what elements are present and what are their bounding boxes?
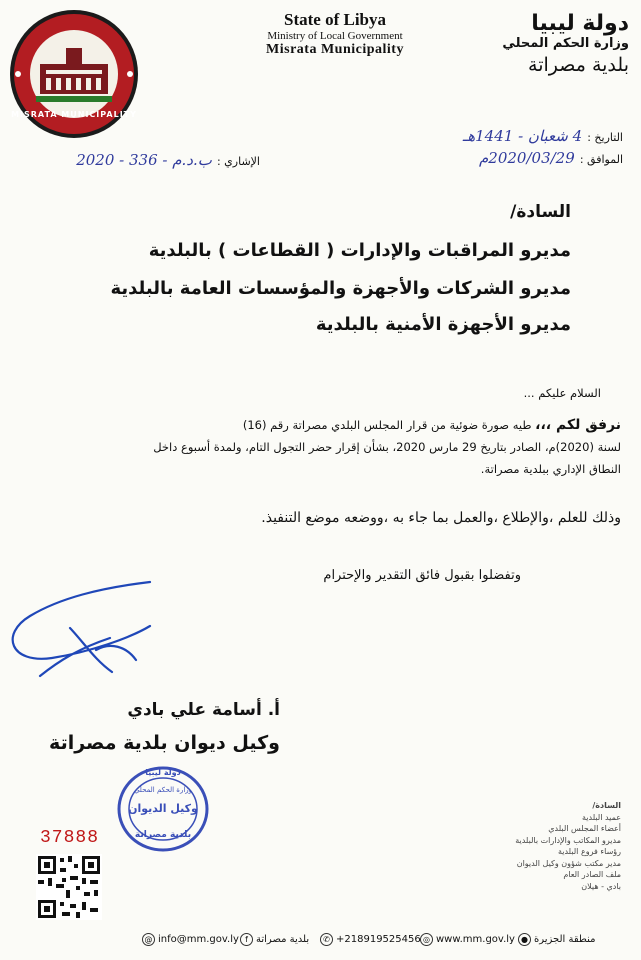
corr-date-label: الموافق : [579,153,623,166]
cc-item: أعضاء المجلس البلدي [548,824,621,833]
footer-facebook[interactable] [240,933,309,946]
cc-item: مديرو المكاتب والإدارات بالبلدية [515,835,621,845]
reference-block [60,150,260,169]
phone-icon: ✆ [320,933,333,946]
body-line-2: لسنة (2020)م، الصادر بتاريخ 29 مارس 2020، بشأن إقرار حضر التجول التام، ولمدة أسبوع داخل [153,440,621,454]
footer-website-text: www.mm.gov.ly [436,934,515,945]
signatory-name: أ. أسامة علي بادي [127,700,280,720]
stamp-top-text: دولة ليبيا [145,768,181,777]
body-line-3: النطاق الإداري ببلدية مصراتة. [480,462,621,476]
cc-item: مدير مكتب شؤون وكيل الديوان [516,858,621,868]
cc-item: عميد البلدية [582,812,621,822]
english-header [230,10,440,58]
closing-line-2: وتفضلوا بقبول فائق التقدير والإحترام [323,568,521,583]
reference-label: الإشاري : [216,155,260,168]
footer-location [518,933,596,946]
ar-municipality-title: بلدية مصراتة [528,54,629,76]
closing-line-1: وذلك للعلم ،والإطلاع ،والعمل بما جاء به ،ووضعه موضع التنفيذ. [261,510,621,526]
cc-list [421,800,621,892]
email-icon: @ [142,933,155,946]
date-block [363,126,623,170]
reference-value: ب.د.م - 336 - 2020 [76,151,212,169]
footer-facebook-text: بلدية مصراتة [256,934,310,945]
serial-number: 37888 [40,828,100,848]
cc-item: رؤساء فروع البلدية [557,847,621,856]
corr-date-value: 2020/03/29م [479,149,575,167]
greeting: السلام عليكم ... [523,386,601,400]
globe-icon: ◎ [420,933,433,946]
footer-website[interactable] [420,933,515,946]
date-label: التاريخ : [587,131,623,144]
footer-email-text: info@mm.gov.ly [158,934,239,945]
body-lead: نرفق لكم ،،، [535,417,621,433]
addressee-line-1: مديرو المراقبات والإدارات ( القطاعات ) بالبلدية [148,240,571,261]
ar-state-title: دولة ليبيا [531,11,629,36]
signatory-title: وكيل ديوان بلدية مصراتة [49,732,280,754]
ar-ministry-title: وزارة الحكم المحلي [502,36,629,51]
logo-text: MISRATA MUNICIPALITY [11,110,137,119]
body-paragraph [21,414,621,480]
facebook-icon: f [240,933,253,946]
footer-location-text: منطقة الجزيرة [534,934,596,945]
footer-email[interactable] [142,933,239,946]
state-title: State of Libya [284,10,386,29]
qr-code [36,854,102,920]
stamp-main-text: وكيل الديوان [128,802,198,815]
cc-title: السادة/ [592,801,621,810]
arabic-header [479,12,629,78]
addressee-line-3: مديرو الأجهزة الأمنية بالبلدية [315,314,571,335]
addressee-line-2: مديرو الشركات والأجهزة والمؤسسات العامة بالبلدية [110,278,571,299]
ministry-title: Ministry of Local Government [267,30,403,42]
stamp-bottom-text: بلدية مصراتة [134,830,192,840]
municipality-logo [6,6,142,142]
footer-phone[interactable] [320,933,421,946]
stamp-mid-text: وزارة الحكم المحلي [133,786,193,794]
municipality-title: Misrata Municipality [266,42,404,57]
handwritten-signature [0,568,200,688]
cc-item: بادي - هيلان [581,881,621,891]
official-stamp [115,764,211,854]
cc-item: ملف الصادر العام [563,870,621,879]
salutation: السادة/ [510,202,571,222]
footer-contact-bar [0,928,641,952]
date-value: 4 شعبان - 1441هـ [462,127,583,145]
footer-phone-text: +218919525456 [336,934,421,945]
body-line-1: طيه صورة ضوئية من قرار المجلس البلدي مصراتة رقم (16) [242,418,532,432]
location-pin-icon: ● [518,933,531,946]
